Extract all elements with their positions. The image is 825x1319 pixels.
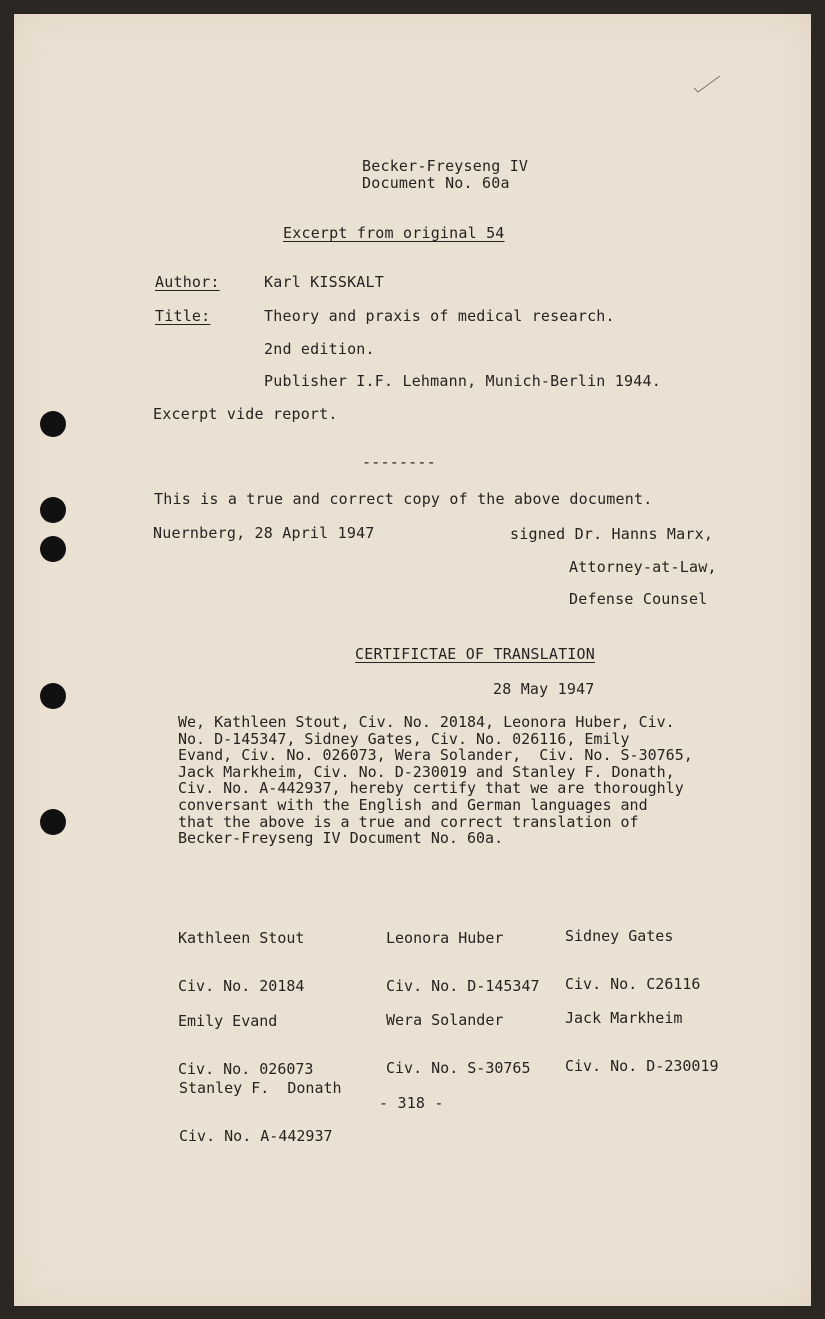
certificate-line: Civ. No. A-442937, hereby certify that we are thoroughly bbox=[178, 779, 684, 798]
document-number: Document No. 60a bbox=[362, 174, 510, 192]
signatory-civ: Civ. No. 026073 bbox=[178, 1060, 314, 1078]
signatory-name: Kathleen Stout bbox=[178, 929, 305, 947]
punch-hole bbox=[40, 683, 66, 709]
signatory-civ: Civ. No. D-230019 bbox=[565, 1057, 719, 1075]
certificate-line: that the above is a true and correct translation of bbox=[178, 812, 639, 831]
punch-hole bbox=[40, 411, 66, 437]
signatory-name: Sidney Gates bbox=[565, 927, 674, 945]
signatory-civ: Civ. No. A-442937 bbox=[179, 1127, 333, 1145]
signatory-name: Wera Solander bbox=[386, 1011, 504, 1029]
certificate-line: conversant with the English and German languages and bbox=[178, 795, 648, 814]
punch-hole bbox=[40, 809, 66, 835]
copy-statement: This is a true and correct copy of the above document. bbox=[154, 490, 653, 508]
signatory-civ: Civ. No. 20184 bbox=[178, 977, 305, 995]
page-number: - 318 - bbox=[379, 1094, 444, 1112]
punch-hole bbox=[40, 536, 66, 562]
certificate-line: Becker-Freyseng IV Document No. 60a. bbox=[178, 829, 504, 848]
signatory bbox=[179, 1048, 342, 1160]
certificate-heading: CERTIFICTAE OF TRANSLATION bbox=[355, 645, 595, 663]
author-label: Author: bbox=[155, 273, 220, 291]
counsel-line: Defense Counsel bbox=[569, 590, 708, 608]
document-series: Becker-Freyseng IV bbox=[362, 157, 529, 175]
title-value: Theory and praxis of medical research. bbox=[264, 307, 615, 325]
certificate-line: Evand, Civ. No. 026073, Wera Solander, Civ. No. S-30765, bbox=[178, 746, 693, 765]
certificate-line: We, Kathleen Stout, Civ. No. 20184, Leonora Huber, Civ. bbox=[178, 713, 675, 731]
publisher: Publisher I.F. Lehmann, Munich-Berlin 1944. bbox=[264, 372, 661, 390]
signatory-civ: Civ. No. C26116 bbox=[565, 975, 701, 993]
attorney-line: Attorney-at-Law, bbox=[569, 558, 717, 576]
title-label: Title: bbox=[155, 307, 211, 325]
edition: 2nd edition. bbox=[264, 340, 375, 358]
signatory bbox=[386, 980, 531, 1092]
certificate-text bbox=[178, 714, 758, 847]
signatory-name: Jack Markheim bbox=[565, 1009, 683, 1027]
author-value: Karl KISSKALT bbox=[264, 273, 384, 291]
signed-line: signed Dr. Hanns Marx, bbox=[510, 525, 714, 543]
signatory bbox=[565, 975, 719, 1090]
certificate-line: No. D-145347, Sidney Gates, Civ. No. 026116, Emily bbox=[178, 729, 630, 748]
punch-hole bbox=[40, 497, 66, 523]
excerpt-heading: Excerpt from original 54 bbox=[283, 224, 505, 242]
certificate-date: 28 May 1947 bbox=[493, 680, 595, 698]
separator: -------- bbox=[362, 453, 436, 471]
signatory-name: Emily Evand bbox=[178, 1012, 278, 1030]
signatory-name: Stanley F. Donath bbox=[179, 1079, 342, 1097]
check-mark-icon bbox=[692, 74, 722, 94]
signatory-name: Leonora Huber bbox=[386, 929, 504, 947]
signatory-civ: Civ. No. D-145347 bbox=[386, 977, 540, 995]
certificate-line: Jack Markheim, Civ. No. D-230019 and Stanley F. Donath, bbox=[178, 762, 675, 781]
signatory-civ: Civ. No. S-30765 bbox=[386, 1059, 531, 1077]
place-date: Nuernberg, 28 April 1947 bbox=[153, 524, 375, 542]
excerpt-note: Excerpt vide report. bbox=[153, 405, 338, 423]
